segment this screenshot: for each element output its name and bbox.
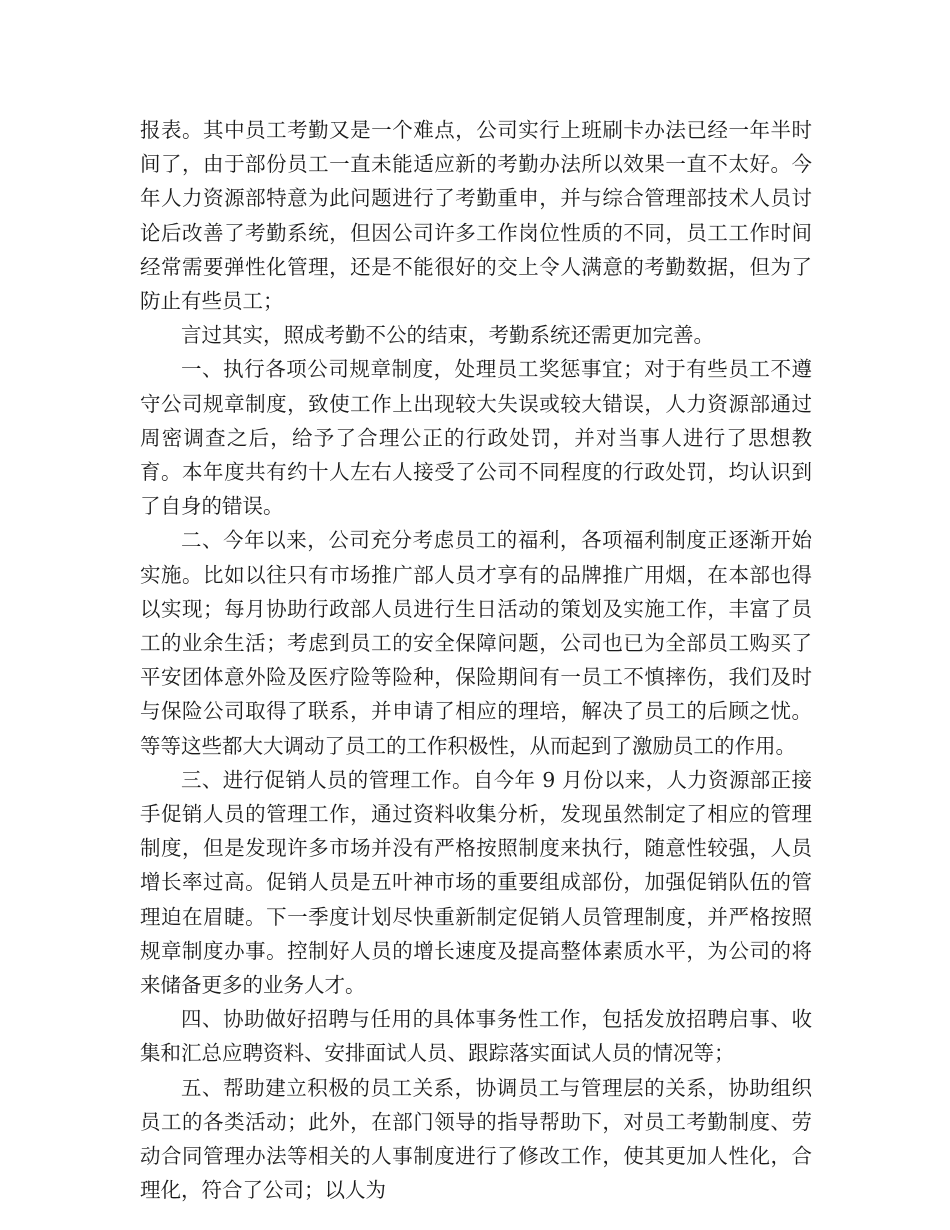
document-body	[140, 113, 812, 1208]
paragraph-continuation: 报表。其中员工考勤又是一个难点，公司实行上班刷卡办法已经一年半时间了，由于部份员工一直未能适应新的考勤办法所以效果一直不太好。今年人力资源部特意为此问题进行了考勤重申，并与综合管理部技术人员讨论后改善了考勤系统，但因公司许多工作岗位性质的不同，员工工作时间经常需要弹性化管理，还是不能很好的交上令人满意的考勤数据，但为了防止有些员工；	[140, 118, 812, 314]
paragraph-item-4: 四、协助做好招聘与任用的具体事务性工作，包括发放招聘启事、收集和汇总应聘资料、安排面试人员、跟踪落实面试人员的情况等；	[140, 1007, 812, 1066]
paragraph-item-1: 一、执行各项公司规章制度，处理员工奖惩事宜；对于有些员工不遵守公司规章制度，致使工作上出现较大失误或较大错误，人力资源部通过周密调查之后，给予了合理公正的行政处罚，并对当事人进行了思想教育。本年度共有约十人左右人接受了公司不同程度的行政处罚，均认识到了自身的错误。	[140, 357, 812, 519]
paragraph-item-5: 五、帮助建立积极的员工关系，协调员工与管理层的关系，协助组织员工的各类活动；此外，在部门领导的指导帮助下，对员工考勤制度、劳动合同管理办法等相关的人事制度进行了修改工作，使其更加人性化，合理化，符合了公司；以人为	[140, 1075, 812, 1203]
paragraph-item-2: 二、今年以来，公司充分考虑员工的福利，各项福利制度正逐渐开始实施。比如以往只有市场推广部人员才享有的品牌推广用烟，在本部也得以实现；每月协助行政部人员进行生日活动的策划及实施工作，丰富了员工的业余生活；考虑到员工的安全保障问题，公司也已为全部员工购买了平安团体意外险及医疗险等险种，保险期间有一员工不慎摔伤，我们及时与保险公司取得了联系，并申请了相应的理培，解决了员工的后顾之忧。等等这些都大大调动了员工的工作积极性，从而起到了激励员工的作用。	[140, 528, 812, 758]
paragraph-attendance-note: 言过其实，照成考勤不公的结束，考勤系统还需更加完善。	[181, 323, 714, 348]
paragraph-item-3: 三、进行促销人员的管理工作。自今年 9 月份以来，人力资源部正接手促销人员的管理工作，通过资料收集分析，发现虽然制定了相应的管理制度，但是发现许多市场并没有严格按照制度来执行，随意性较强，人员增长率过高。促销人员是五叶神市场的重要组成部份，加强促销队伍的管理迫在眉睫。下一季度计划尽快重新制定促销人员管理制度，并严格按照规章制度办事。控制好人员的增长速度及提高整体素质水平，为公司的将来储备更多的业务人才。	[140, 767, 812, 998]
